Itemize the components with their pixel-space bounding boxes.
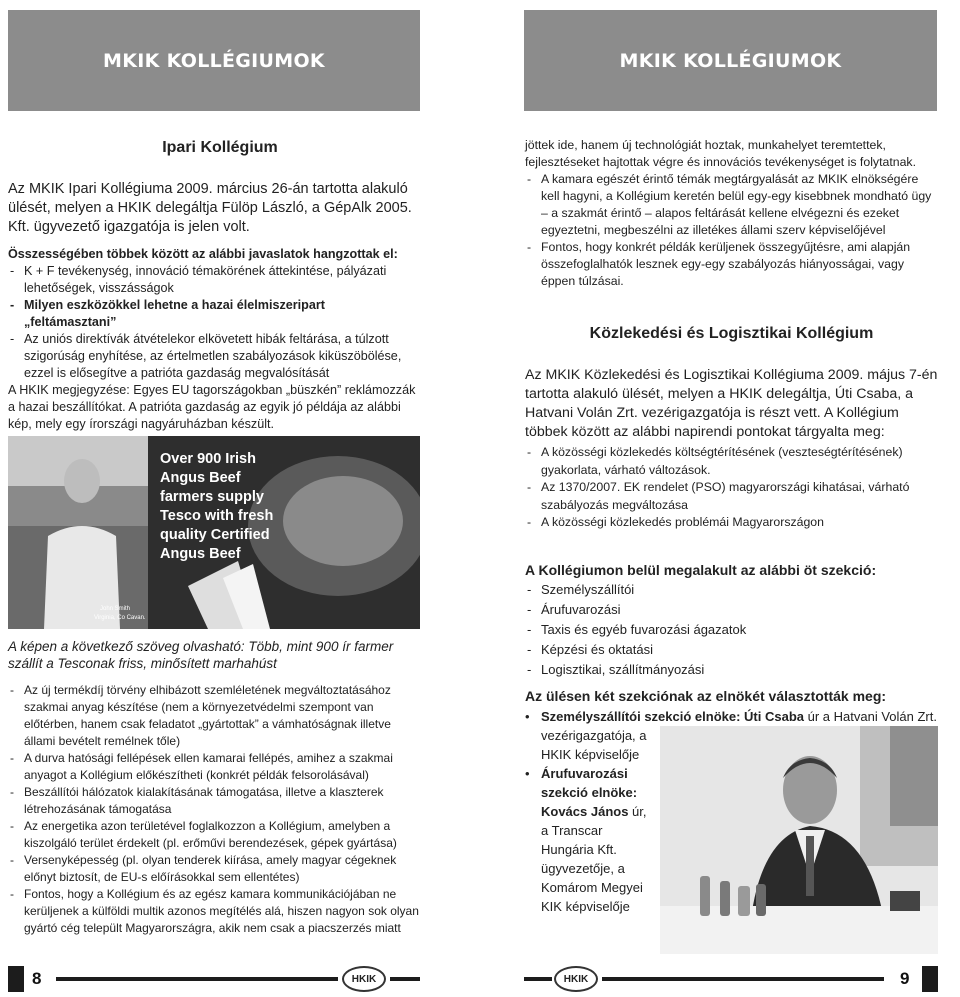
right-top-list	[525, 171, 938, 290]
left-proposals-block	[8, 246, 420, 433]
list-item: - Az uniós direktívák átvételekor elkövetett hibák feltárása, a túlzott szigorúság enyhítése, az értelmetlen szabályozások kiküszöbölése, ezzel is elősegítve a patrióta gazdaság megvalósítását	[8, 331, 420, 382]
list-item: - Versenyképesség (pl. olyan tenderek kiírása, amely magyar cégeknek előnyt biztosít, de EU-s előírásokkal sem ellentétes)	[8, 852, 420, 886]
list-item: - Milyen eszközökkel lehetne a hazai élelmiszeripart „feltámasztani”	[8, 297, 420, 331]
agenda-list	[525, 444, 938, 532]
left-bullets-list	[8, 682, 420, 937]
conference-photo	[660, 726, 938, 954]
bullet-icon: •	[525, 766, 530, 781]
chair2-block	[525, 764, 657, 916]
hkik-logo-right: HKIK	[554, 966, 598, 992]
chairs-heading: Az ülésen két szekciónak az elnökét választották meg:	[525, 688, 887, 704]
chair1-bold: Személyszállítói szekció elnöke: Úti Csaba	[541, 709, 804, 724]
list-item: - Az 1370/2007. EK rendelet (PSO) magyarországi kihatásai, várható szabályozás megváltozása	[525, 479, 938, 514]
chair2-bold2: Kovács János	[541, 804, 629, 819]
hkik-logo-left: HKIK	[342, 966, 386, 992]
right-top-block	[525, 137, 938, 290]
left-footer-rule-a	[56, 977, 338, 981]
list-item: - A kamara egészét érintő témák megtárgyalását az MKIK elnökségére kell hagyni, a Kollégium keretén belül egy-egy kisebbnek mondható ügy – a szakmát érintő – alapos feltárását kellene elvégezni és ezeket egyeztetni, megbeszélni az illetékes állami szerv képviselőjével	[525, 171, 938, 239]
right-section-title: Közlekedési és Logisztikai Kollégium	[589, 325, 874, 342]
tesco-ad-photo	[8, 436, 420, 629]
list-item: - Fontos, hogy konkrét példák kerüljenek összegyűjtésre, ami alapján összefoglalhatók lesznek egy-egy szabályozás hiányosságai, vagy éppen túlzásai.	[525, 239, 938, 290]
right-footer-corner	[922, 966, 938, 992]
left-page-number: 8	[32, 969, 42, 988]
ad-person-place: Virginia, Co Cavan.	[94, 615, 146, 621]
list-item: - Taxis és egyéb fuvarozási ágazatok	[525, 620, 938, 640]
list-item: - Az energetika azon területével foglalkozzon a Kollégium, amelyben a kiszolgáló terület érdekelt (pl. erőművi berendezések, gépek gyártása)	[8, 818, 420, 852]
list-item: - Az új termékdíj törvény elhibázott szemléletének megváltoztatásához szakmai anyag készítése (nem a környezetvédelmi szempont van előtérben, hanem csak feladatot „gyártottak” a vámhatóságnak illetve állami bevételt remélnek tőle)	[8, 682, 420, 750]
chair1-line	[525, 707, 938, 726]
list-item: - Képzési és oktatási	[525, 640, 938, 660]
list-item: - A durva hatósági fellépések ellen kamarai fellépés, amihez a szakmai anyagot a Kollégium előkészítheti (konkrét példák felsorolásával)	[8, 750, 420, 784]
left-bullets-block	[8, 682, 420, 937]
sections-heading: A Kollégiumon belül megalakult az alábbi öt szekció:	[525, 562, 877, 578]
right-footer-rule-b	[602, 977, 884, 981]
list-item: - A közösségi közlekedés költségtérítésének (veszteségtérítésének) gyakorlata, várható változások.	[525, 444, 938, 479]
list-item: - K + F tevékenység, innováció témakörének áttekintése, pályázati lehetőségek, visszásságok	[8, 263, 420, 297]
proposals-list	[8, 263, 420, 382]
left-section-title: Ipari Kollégium	[162, 139, 278, 156]
ad-slogan: Over 900 Irish Angus Beef farmers supply Tesco with fresh quality Certified Angus Beef	[160, 451, 274, 562]
list-item: - Személyszállítói	[525, 580, 938, 600]
list-item: - A közösségi közlekedés problémái Magyarországon	[525, 514, 938, 532]
right-page-number: 9	[900, 969, 910, 988]
right-page-header: MKIK KOLLÉGIUMOK	[524, 10, 937, 111]
sections-block	[525, 560, 938, 680]
chair2-bold1: Árufuvarozási szekció elnöke:	[541, 766, 638, 800]
photo-caption: A képen a következő szöveg olvasható: Több, mint 900 ír farmer szállít a Tesconak friss, minősített marhahúst	[8, 639, 394, 671]
ad-person-name: John Smith	[100, 606, 131, 612]
chair1-cont: vezérigazgatója, a HKIK képviselője	[541, 728, 647, 762]
right-footer-rule-a	[524, 977, 552, 981]
chair2-rest: úr, a Transcar Hungária Kft. ügyvezetője, a Komárom Megyei KIK képviselője	[541, 804, 647, 914]
agenda-block	[525, 444, 938, 532]
left-footer-corner	[8, 966, 24, 992]
left-intro-paragraph: Az MKIK Ipari Kollégiuma 2009. március 26-án tartotta alakuló ülését, melyen a HKIK delegáltja Fülöp László, a GépAlk 2005. Kft. ügyvezető igazgatója is jelen volt.	[8, 181, 412, 235]
list-item: - Beszállítói hálózatok kialakításának támogatása, illetve a klaszterek létrehozásának támogatása	[8, 784, 420, 818]
list-item: - Logisztikai, szállítmányozási	[525, 660, 938, 680]
right-intro-paragraph: Az MKIK Közlekedési és Logisztikai Kollégiuma 2009. május 7-én tartotta alakuló ülését, melyen a HKIK delegáltja, Úti Csaba, a Hatvani Volán Zrt. vezérigazgatója is részt vett. A Kollégium többek között az alábbi napirendi pontokat tárgyalta meg:	[525, 367, 938, 440]
conference-photo-graphic	[660, 726, 938, 954]
list-item: - Árufuvarozási	[525, 600, 938, 620]
hkik-opinion: A HKIK megjegyzése: Egyes EU tagországokban „büszkén” reklámozzák a hazai beszállítókat. A patrióta gazdaság az egyik jó példája az alábbi kép, mely egy írországi nagyáruházban készült.	[8, 383, 416, 431]
left-page-header: MKIK KOLLÉGIUMOK	[8, 10, 420, 111]
continuation-text: jöttek ide, hanem új technológiát hoztak, munkahelyet teremtettek, fejlesztéseket hajtottak végre és innovációs tevékenységet is folytatnak.	[525, 138, 916, 169]
list-item: - Fontos, hogy a Kollégium és az egész kamara kommunikációjában ne kerüljenek a külföldi multik azonos megítélés alá, hiszen nagyon sok olyan gyártó cég települt Magyarországra, akik nem csak a piacszerzés miatt	[8, 886, 420, 937]
bullet-icon: •	[525, 709, 530, 724]
chair1-rest: úr a Hatvani Volán Zrt.	[804, 709, 937, 724]
sections-list	[525, 580, 938, 680]
proposals-heading: Összességében többek között az alábbi javaslatok hangzottak el:	[8, 247, 398, 261]
left-footer-rule-b	[390, 977, 420, 981]
